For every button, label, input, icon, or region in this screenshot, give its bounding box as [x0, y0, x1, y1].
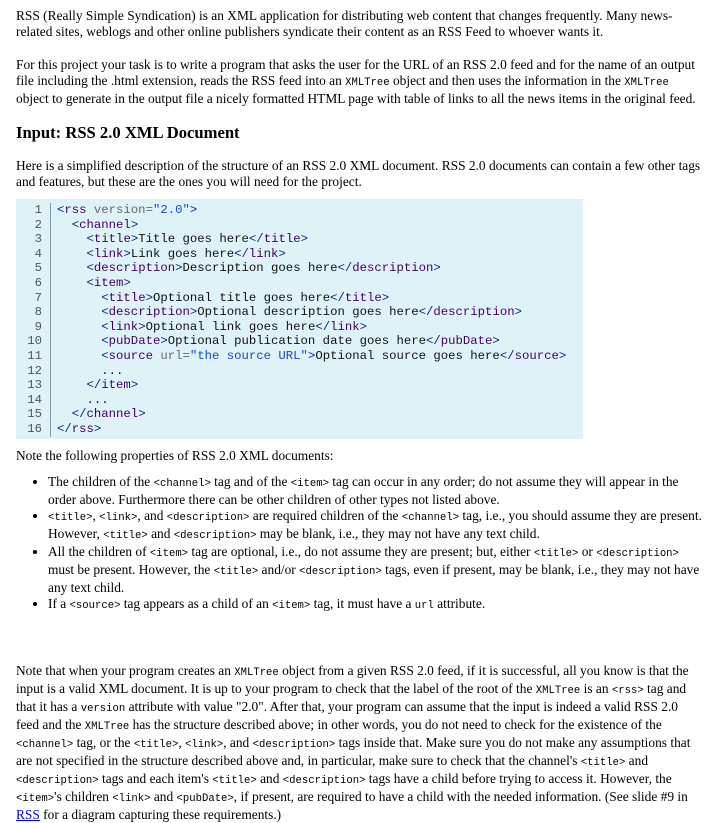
line-number: 12	[16, 364, 51, 379]
inline-code: <description>	[282, 774, 366, 787]
line-number: 7	[16, 291, 51, 306]
code-text: <source url="the source URL">Optional source goes here</source>	[101, 348, 567, 363]
code-line	[16, 349, 583, 364]
description-paragraph: Here is a simplified description of the structure of an RSS 2.0 XML document. RSS 2.0 documents can contain a few other tags and features, but these are the ones you will need for the project.	[16, 158, 701, 189]
inline-code: <rss>	[611, 684, 644, 697]
code-text: <link>Link goes here</link>	[86, 246, 286, 261]
code-text: <title>Title goes here</title>	[86, 232, 308, 247]
line-number: 5	[16, 261, 51, 276]
inline-code: XMLTree	[345, 77, 390, 89]
code-text: <title>Optional title goes here</title>	[101, 290, 390, 305]
code-text: <link>Optional link goes here</link>	[101, 319, 368, 334]
code-line	[16, 305, 583, 320]
code-text: </item>	[86, 378, 139, 393]
code-line	[16, 276, 583, 291]
line-number: 1	[16, 203, 51, 218]
list-item: • The children of the <channel> tag and of the <item> tag can occur in any order; do not assume they will appear in the order above. Furthermore there can be other children of other types not listed above.	[48, 474, 702, 508]
line-number: 13	[16, 378, 51, 393]
code-text: ...	[101, 363, 124, 378]
code-line	[16, 203, 583, 218]
inline-code: version	[80, 702, 126, 715]
inline-code: XMLTree	[234, 666, 279, 679]
inline-code: <link>	[99, 511, 138, 524]
inline-code: url	[414, 599, 434, 612]
inline-code: <item>	[290, 477, 329, 490]
intro-paragraph-2: For this project your task is to write a program that asks the user for the URL of an RSS 2.0 feed and for the name of an output file including the .html extension, reads the RSS feed into an XMLTree object and then uses the information in the XMLTree object to generate in the output file a nicely formatted HTML page with table of links to all the news items in the original feed.	[16, 57, 696, 106]
inline-code: <channel>	[401, 511, 460, 524]
inline-code: <source>	[69, 599, 121, 612]
code-line	[16, 261, 583, 276]
inline-code: XMLTree	[535, 684, 581, 697]
inline-code: <title>	[580, 756, 626, 769]
line-number: 10	[16, 334, 51, 349]
code-line	[16, 422, 583, 437]
inline-code: <title>	[133, 738, 179, 751]
code-line	[16, 218, 583, 233]
inline-code: <description>	[299, 565, 382, 578]
code-line	[16, 320, 583, 335]
code-line	[16, 407, 583, 422]
intro-paragraph-1: RSS (Really Simple Syndication) is an XML application for distributing web content that changes frequently. Many news-related sites, weblogs and other online publishers syndicate their content as an RSS Feed to whoever wants it.	[16, 8, 673, 39]
line-number: 9	[16, 320, 51, 335]
inline-code: <channel>	[153, 477, 211, 490]
code-line	[16, 334, 583, 349]
line-number: 11	[16, 349, 51, 364]
inline-code: <title>	[213, 565, 259, 578]
line-number: 15	[16, 407, 51, 422]
list-item: • If a <source> tag appears as a child of an <item> tag, it must have a url attribute.	[48, 596, 702, 614]
code-text: </channel>	[71, 407, 146, 422]
line-number: 4	[16, 247, 51, 262]
rss-link[interactable]: RSS	[16, 806, 40, 822]
line-number: 6	[16, 276, 51, 291]
code-block	[16, 199, 583, 439]
section-heading: Input: RSS 2.0 XML Document	[16, 123, 240, 142]
code-text: <description>Description goes here</description>	[86, 261, 441, 276]
inline-code: <pubDate>	[176, 792, 234, 805]
inline-code: <title>	[533, 547, 579, 560]
inline-code: <description>	[16, 774, 99, 787]
line-number: 3	[16, 232, 51, 247]
inline-code: <item>	[16, 792, 55, 805]
inline-code: XMLTree	[624, 77, 669, 89]
properties-list	[16, 474, 702, 614]
inline-code: <title>	[103, 529, 148, 542]
code-line	[16, 378, 583, 393]
code-line	[16, 232, 583, 247]
code-line	[16, 364, 583, 379]
inline-code: <description>	[252, 738, 336, 751]
line-number: 14	[16, 393, 51, 408]
inline-code: <channel>	[16, 738, 74, 751]
inline-code: <item>	[272, 599, 311, 612]
code-line	[16, 393, 583, 408]
line-number: 8	[16, 305, 51, 320]
inline-code: XMLTree	[84, 720, 130, 733]
code-text: <channel>	[71, 217, 139, 232]
closing-paragraph: Note that when your program creates an XMLTree object from a given RSS 2.0 feed, if it is successful, all you know is that the input is a valid XML document. It is up to your program to check that the label of the root of the XMLTree is an <rss> tag and that it has a version attribute with value "2.0". After that, your program can assume that the input is indeed a valid RSS 2.0 feed and the XMLTree has the structure described above; in other words, you do not need to check for the existence of the <channel> tag, or the <title>, <link>, and <description> tags inside that. Make sure you do not make any assumptions that are not specified in the structure described above and, in particular, make sure to check that the channel's <title> and <description> tags and each item's <title> and <description> tags have a child before trying to access it. However, the <item>'s children <link> and <pubDate>, if present, are required to have a child with the needed information. (See slide #9 in RSS for a diagram capturing these requirements.)	[16, 662, 691, 822]
code-text: </rss>	[57, 421, 102, 436]
properties-intro: Note the following properties of RSS 2.0 XML documents:	[16, 447, 334, 463]
code-text: <pubDate>Optional publication date goes here</pubDate>	[101, 334, 500, 349]
line-number: 2	[16, 218, 51, 233]
code-text: ...	[86, 392, 109, 407]
list-item: • All the children of <item> tag are optional, i.e., do not assume they are present; but, either <title> or <description> must be present. However, the <title> and/or <description> tags, even if present, may be blank, i.e., they may not have any text child.	[48, 544, 702, 596]
code-line	[16, 247, 583, 262]
inline-code: <description>	[166, 511, 250, 524]
inline-code: <description>	[596, 547, 679, 560]
inline-code: <item>	[149, 547, 189, 560]
inline-code: <description>	[173, 529, 257, 542]
code-text: <item>	[86, 275, 131, 290]
code-line	[16, 291, 583, 306]
list-item: • <title>, <link>, and <description> are required children of the <channel> tag, i.e., you should assume they are present. However, <title> and <description> may be blank, i.e., they may not have any text child.	[48, 508, 702, 544]
inline-code: <link>	[112, 792, 151, 805]
inline-code: <title>	[48, 511, 93, 524]
code-text: <rss version="2.0">	[57, 203, 198, 217]
line-number: 16	[16, 422, 51, 437]
code-text: <description>Optional description goes here</description>	[101, 305, 522, 320]
inline-code: <title>	[212, 774, 257, 787]
inline-code: <link>	[185, 738, 224, 751]
